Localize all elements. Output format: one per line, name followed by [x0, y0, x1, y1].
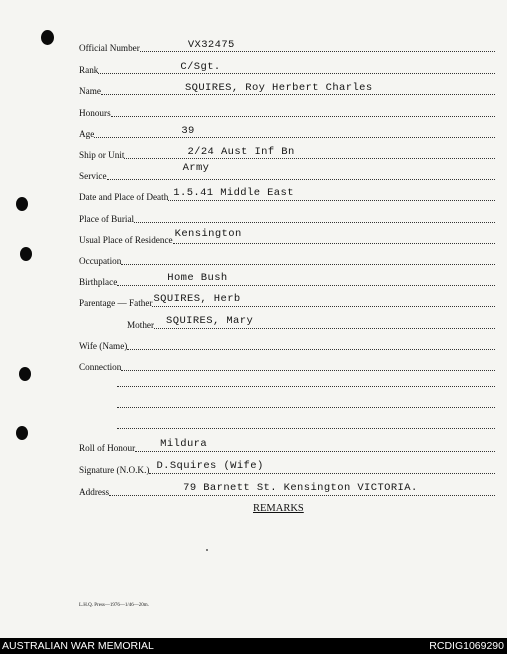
father-value: SQUIRES, Herb	[153, 292, 241, 305]
father-row	[79, 293, 495, 309]
rank-row	[79, 60, 495, 76]
punch-hole-3	[19, 367, 31, 381]
birthplace-label: Birthplace	[79, 276, 118, 287]
rank-label: Rank	[79, 64, 99, 75]
service-value: Army	[182, 161, 210, 174]
connection-label: Connection	[79, 361, 122, 372]
age-value: 39	[181, 124, 195, 137]
date-place-death-value: 1.5.41 Middle East	[173, 186, 294, 199]
ship-or-unit-value: 2/24 Aust Inf Bn	[187, 145, 295, 158]
official-number-value: VX32475	[187, 38, 235, 51]
name-value: SQUIRES, Roy Herbert Charles	[184, 81, 373, 94]
wife-label: Wife (Name)	[79, 340, 128, 351]
usual-residence-value: Kensington	[174, 227, 242, 240]
footer-source: AUSTRALIAN WAR MEMORIAL	[2, 640, 154, 652]
official-number-row	[79, 38, 495, 54]
date-place-death-row	[79, 187, 495, 203]
ship-or-unit-row	[79, 145, 495, 161]
footer-bar	[0, 638, 507, 654]
name-row	[79, 81, 495, 97]
signature-label: Signature (N.O.K.)	[79, 464, 150, 475]
name-label: Name	[79, 85, 101, 96]
mother-label: Mother	[127, 319, 155, 330]
punch-hole-top	[41, 30, 54, 45]
signature-row	[79, 460, 495, 476]
official-number-label: Official Number	[79, 42, 140, 53]
address-label: Address	[79, 486, 110, 497]
honours-label: Honours	[79, 107, 111, 118]
blank-line-2	[117, 407, 495, 408]
punch-hole-1	[16, 197, 28, 211]
service-row	[79, 161, 495, 182]
birthplace-row	[79, 272, 495, 288]
date-place-death-label: Date and Place of Death	[79, 191, 169, 202]
signature-value: D.Squires (Wife)	[156, 459, 264, 472]
place-of-burial-label: Place of Burial	[79, 213, 135, 224]
wife-row	[79, 336, 495, 352]
usual-residence-label: Usual Place of Residence	[79, 234, 173, 245]
punch-hole-4	[16, 426, 28, 440]
place-of-burial-row	[79, 209, 495, 225]
honours-row	[79, 103, 495, 119]
punch-hole-2	[20, 247, 32, 261]
rank-value: C/Sgt.	[180, 60, 221, 73]
birthplace-value: Home Bush	[167, 271, 228, 284]
connection-row	[79, 357, 495, 373]
occupation-row	[79, 251, 495, 267]
roll-of-honour-row	[79, 438, 495, 454]
address-value: 79 Barnett St. Kensington VICTORIA.	[183, 481, 418, 494]
age-label: Age	[79, 128, 95, 139]
ink-mark	[206, 549, 208, 551]
remarks-heading: REMARKS	[253, 503, 304, 514]
blank-line-1	[117, 386, 495, 387]
occupation-label: Occupation	[79, 255, 122, 266]
footer-record-id: RCDIG1069290	[429, 640, 504, 652]
age-row	[79, 124, 495, 140]
printer-note: L.H.Q. Press—1976—1/46—20m.	[79, 603, 149, 608]
roll-of-honour-value: Mildura	[160, 437, 208, 450]
roll-of-honour-label: Roll of Honour	[79, 442, 136, 453]
blank-line-3	[117, 428, 495, 429]
ship-or-unit-label: Ship or Unit	[79, 149, 125, 160]
address-row	[79, 482, 495, 498]
father-label: Parentage — Father	[79, 297, 153, 308]
usual-residence-row	[79, 227, 495, 246]
mother-value: SQUIRES, Mary	[166, 314, 254, 327]
mother-row	[127, 315, 495, 331]
service-label: Service	[79, 170, 107, 181]
